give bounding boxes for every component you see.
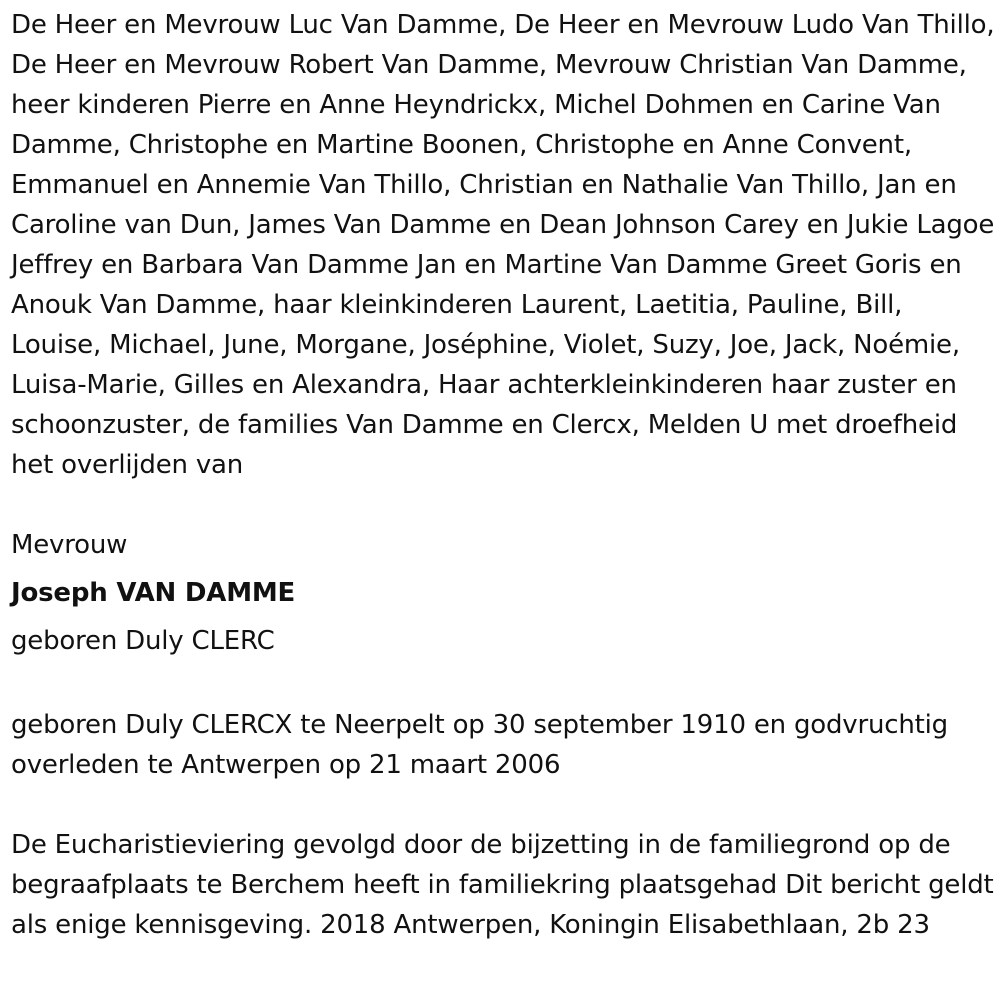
salutation: Mevrouw: [11, 530, 128, 560]
ceremony-paragraph: De Eucharistieviering gevolgd door de bijzetting in de familiegrond op de begraafplaats te Berchem heeft in familiekring plaatsgehad Dit bericht geldt als enige kennisgeving. 2018 Antwerpen, Koningin Elisabethlaan, 2b 23: [11, 830, 994, 940]
obituary-document: [11, 5, 995, 945]
life-details-paragraph: geboren Duly CLERCX te Neerpelt op 30 september 1910 en godvruchtig overleden te Antwerpen op 21 maart 2006: [11, 710, 948, 780]
maiden-name: geboren Duly CLERC: [11, 626, 275, 656]
families-paragraph: De Heer en Mevrouw Luc Van Damme, De Heer en Mevrouw Ludo Van Thillo, De Heer en Mevrouw Robert Van Damme, Mevrouw Christian Van Damme, heer kinderen Pierre en Anne Heyndrickx, Michel Dohmen en Carine Van Damme, Christophe en Martine Boonen, Christophe en Anne Convent, Emmanuel en Annemie Van Thillo, Christian en Nathalie Van Thillo, Jan en Caroline van Dun, James Van Damme en Dean Johnson Carey en Jukie Lagoe Jeffrey en Barbara Van Damme Jan en Martine Van Damme Greet Goris en Anouk Van Damme, haar kleinkinderen Laurent, Laetitia, Pauline, Bill, Louise, Michael, June, Morgane, Joséphine, Violet, Suzy, Joe, Jack, Noémie, Luisa-Marie, Gilles en Alexandra, Haar achterkleinkinderen haar zuster en schoonzuster, de families Van Damme en Clercx, Melden U met droefheid het overlijden van: [11, 10, 995, 480]
deceased-name: Joseph VAN DAMME: [11, 578, 296, 608]
